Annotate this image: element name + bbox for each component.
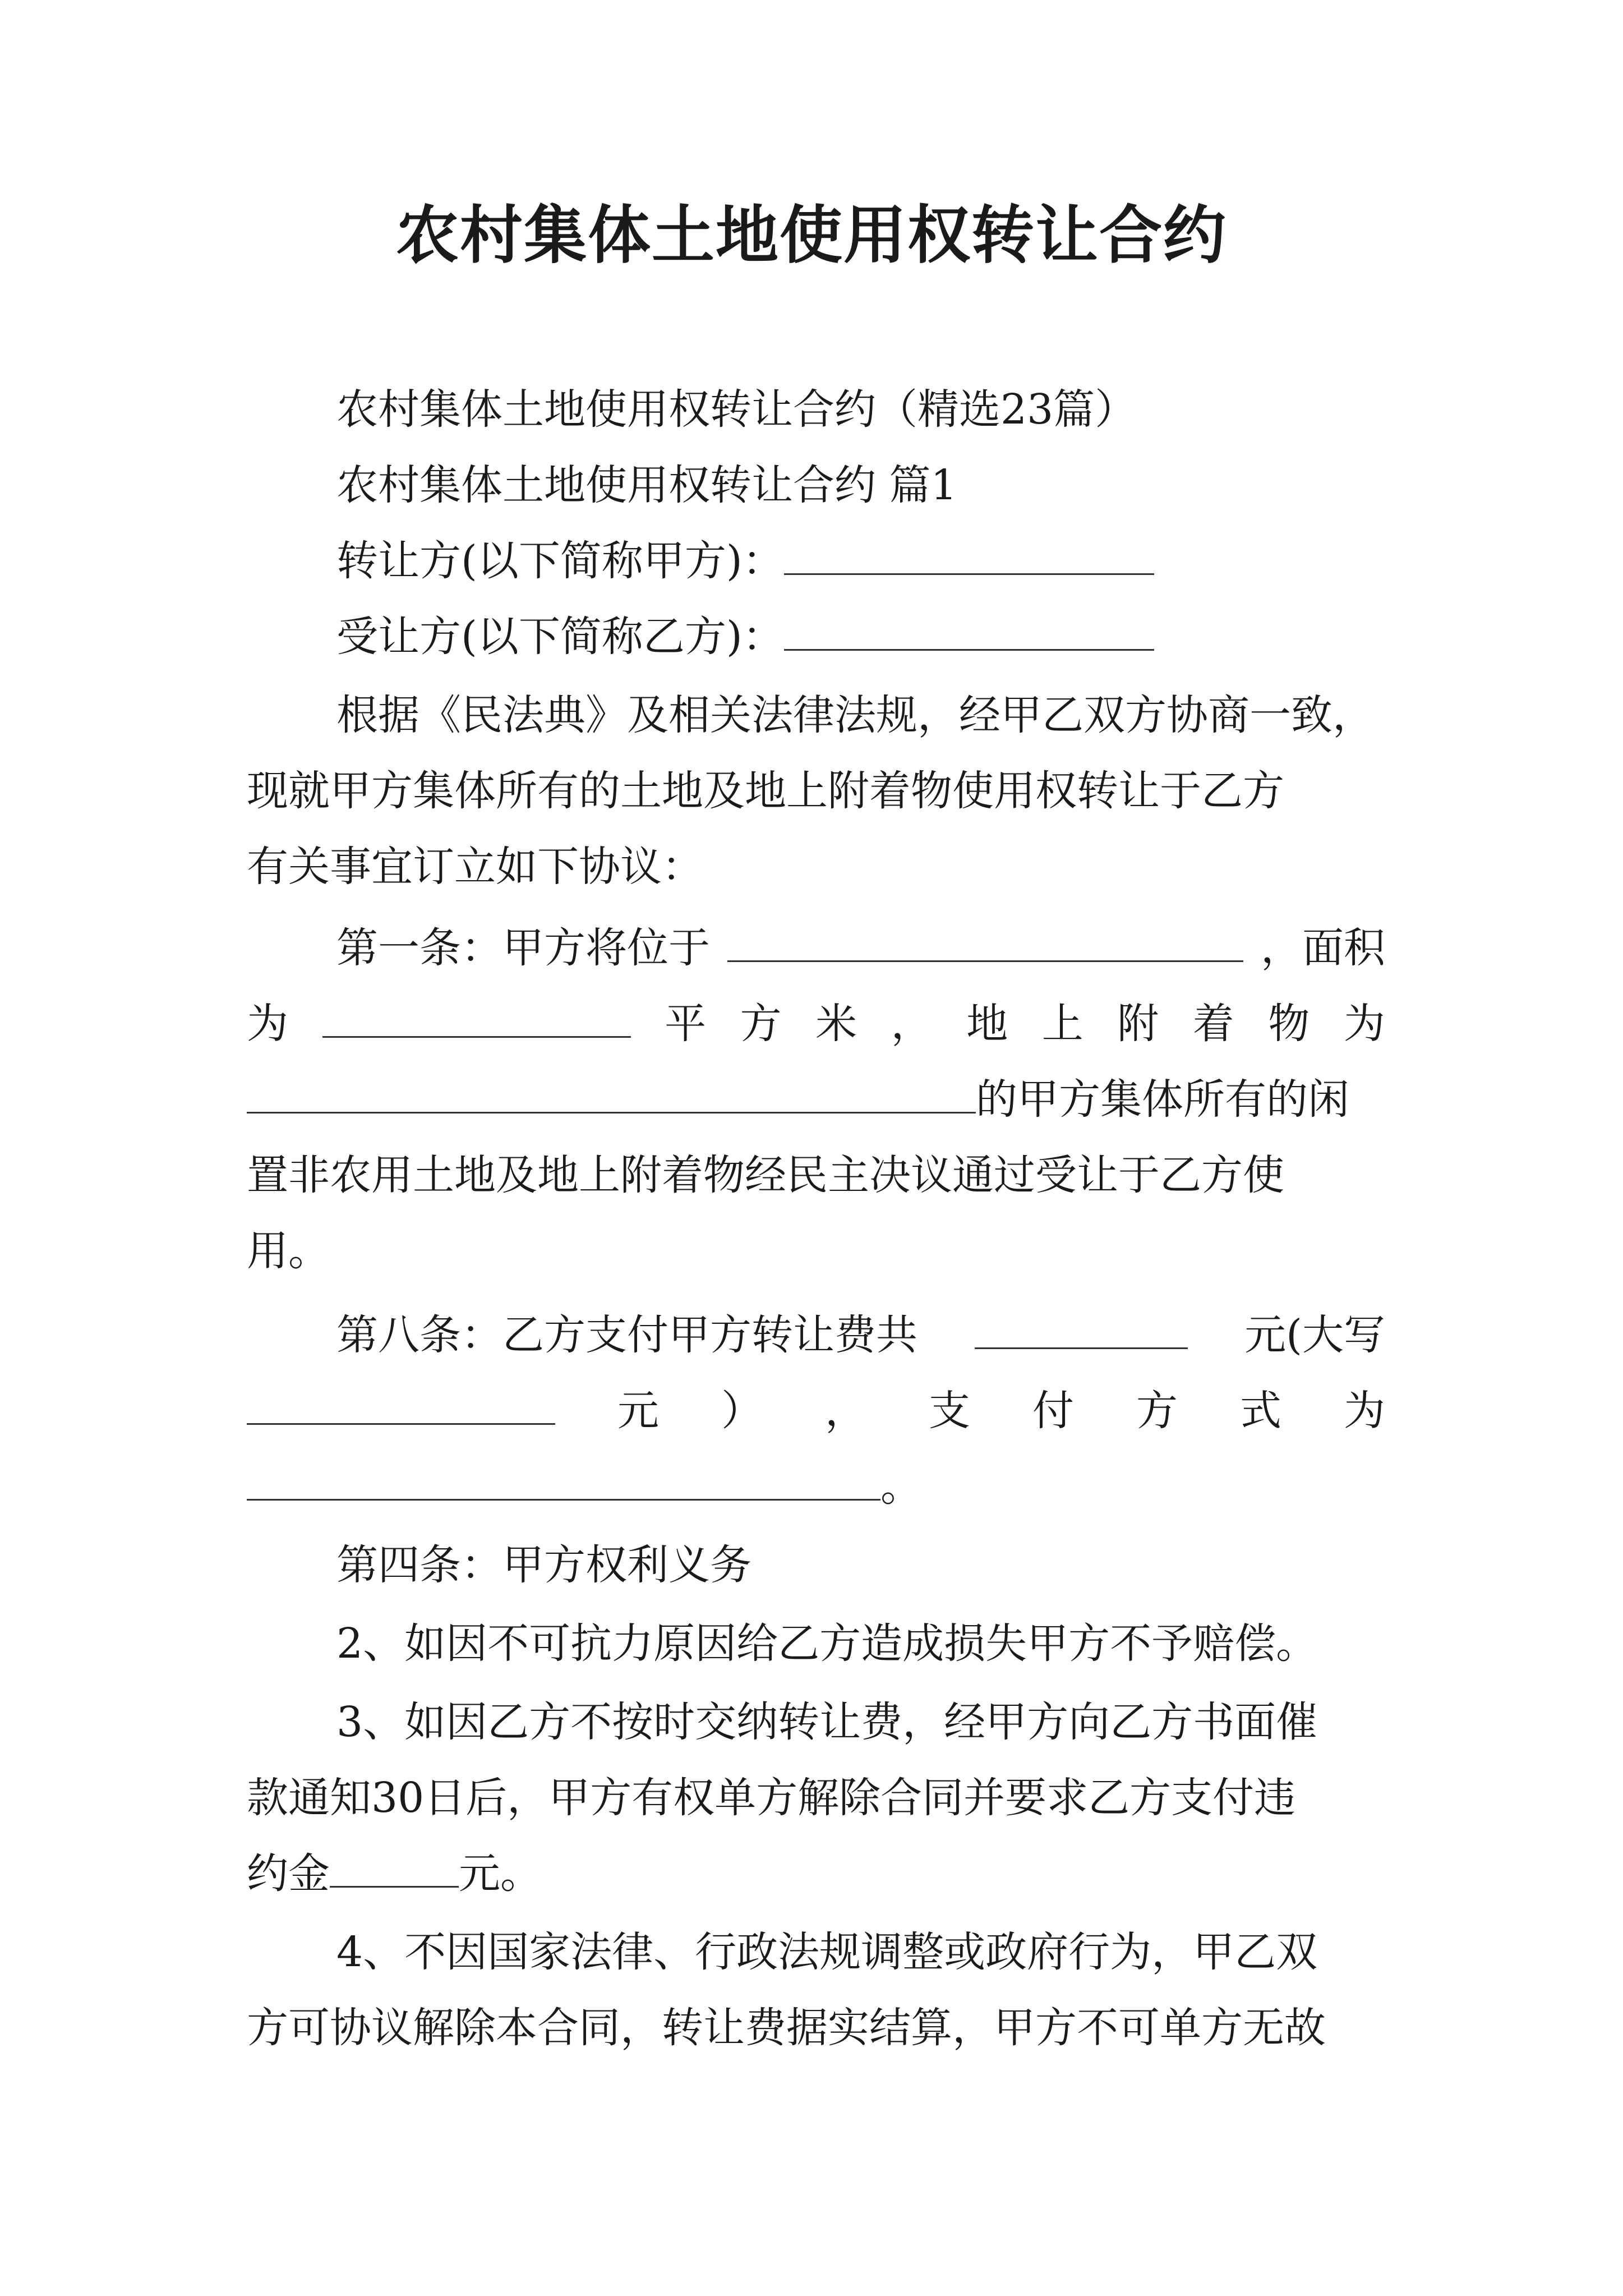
article1-char: 附 <box>1117 1000 1159 1048</box>
article8-capital-label: 元(大写 <box>1244 1311 1385 1359</box>
article1-char: 平 <box>665 1000 707 1048</box>
penalty-unit: 元。 <box>459 1849 542 1898</box>
article4-heading: 第四条：甲方权利义务 <box>336 1541 751 1589</box>
penalty-label: 约金 <box>247 1849 330 1898</box>
transferee-line <box>247 609 1385 665</box>
preamble-line-2: 现就甲方集体所有的土地及地上附着物使用权转让于乙方 <box>247 767 1284 815</box>
preamble-line-1: 根据《民法典》及相关法律法规，经甲乙双方协商一致， <box>336 691 1374 739</box>
subtitle: 农村集体土地使用权转让合约（精选23篇） <box>336 385 1137 434</box>
penalty-blank <box>330 1847 459 1888</box>
article8-char: 为 <box>1344 1387 1385 1435</box>
article1-char: 地 <box>966 1000 1008 1048</box>
article1-char: 方 <box>740 1000 782 1048</box>
article8-line-1 <box>247 1307 1385 1363</box>
article1-char: 物 <box>1268 1000 1310 1048</box>
article4-item-4-line-1: 4、不因国家法律、行政法规调整或政府行为，甲乙双 <box>336 1928 1318 1976</box>
section-heading: 农村集体土地使用权转让合约 篇1 <box>336 461 957 509</box>
article4-item-3-line-1: 3、如因乙方不按时交纳转让费，经甲方向乙方书面催 <box>336 1698 1318 1746</box>
article8-line-2 <box>247 1383 1385 1439</box>
article1-location-blank <box>727 921 1243 962</box>
article8-line-3 <box>247 1458 1385 1515</box>
article8-payment-blank <box>247 1460 880 1501</box>
article8-char: ） <box>721 1387 763 1435</box>
article1-char: 上 <box>1041 1000 1083 1048</box>
article1-char: 为 <box>247 1000 288 1048</box>
article8-fee-blank <box>975 1308 1188 1349</box>
article1-attachment-blank <box>247 1073 976 1114</box>
article8-heading: 第八条：乙方支付甲方转让费共 <box>336 1311 917 1359</box>
article1-char: 着 <box>1192 1000 1234 1048</box>
article4-item-4-line-2: 方可协议解除本合同，转让费据实结算，甲方不可单方无故 <box>247 2004 1326 2052</box>
article1-area-label: ，面积 <box>1261 924 1385 972</box>
transferor-blank <box>784 534 1154 575</box>
article1-char: ， <box>891 1000 933 1048</box>
article1-heading: 第一条：甲方将位于 <box>336 924 710 972</box>
article4-item-3-line-2: 款通知30日后，甲方有权单方解除合同并要求乙方支付违 <box>247 1774 1296 1822</box>
article8-capital-blank <box>247 1384 555 1425</box>
article1-line-3-text: 的甲方集体所有的闲 <box>976 1075 1349 1124</box>
article1-char: 米 <box>815 1000 857 1048</box>
document-title: 农村集体土地使用权转让合约 <box>396 199 1227 272</box>
transferee-blank <box>784 610 1154 651</box>
article1-line-4: 置非农用土地及地上附着物经民主决议通过受让于乙方使 <box>247 1151 1284 1199</box>
article1-char: 为 <box>1343 1000 1385 1048</box>
article8-char: 式 <box>1240 1387 1281 1435</box>
article8-char: 方 <box>1136 1387 1178 1435</box>
article8-char: 元 <box>617 1387 659 1435</box>
transferor-label: 转让方(以下简称甲方)： <box>336 537 784 585</box>
article1-area-blank <box>322 997 631 1038</box>
article4-item-2: 2、如因不可抗力原因给乙方造成损失甲方不予赔偿。 <box>336 1619 1318 1668</box>
article8-char: ， <box>825 1387 866 1435</box>
article8-char: 付 <box>1032 1387 1074 1435</box>
transferor-line <box>247 533 1385 589</box>
transferee-label: 受让方(以下简称乙方)： <box>336 613 784 661</box>
article1-line-1 <box>247 920 1385 976</box>
article1-line-5: 用。 <box>247 1227 330 1275</box>
article1-line-3 <box>247 1071 1385 1128</box>
article1-line-2 <box>247 996 1385 1052</box>
preamble-line-3: 有关事宜订立如下协议： <box>247 843 703 891</box>
article4-item-3-line-3 <box>247 1846 1385 1902</box>
article8-period: 。 <box>880 1462 922 1511</box>
article8-char: 支 <box>929 1387 970 1435</box>
